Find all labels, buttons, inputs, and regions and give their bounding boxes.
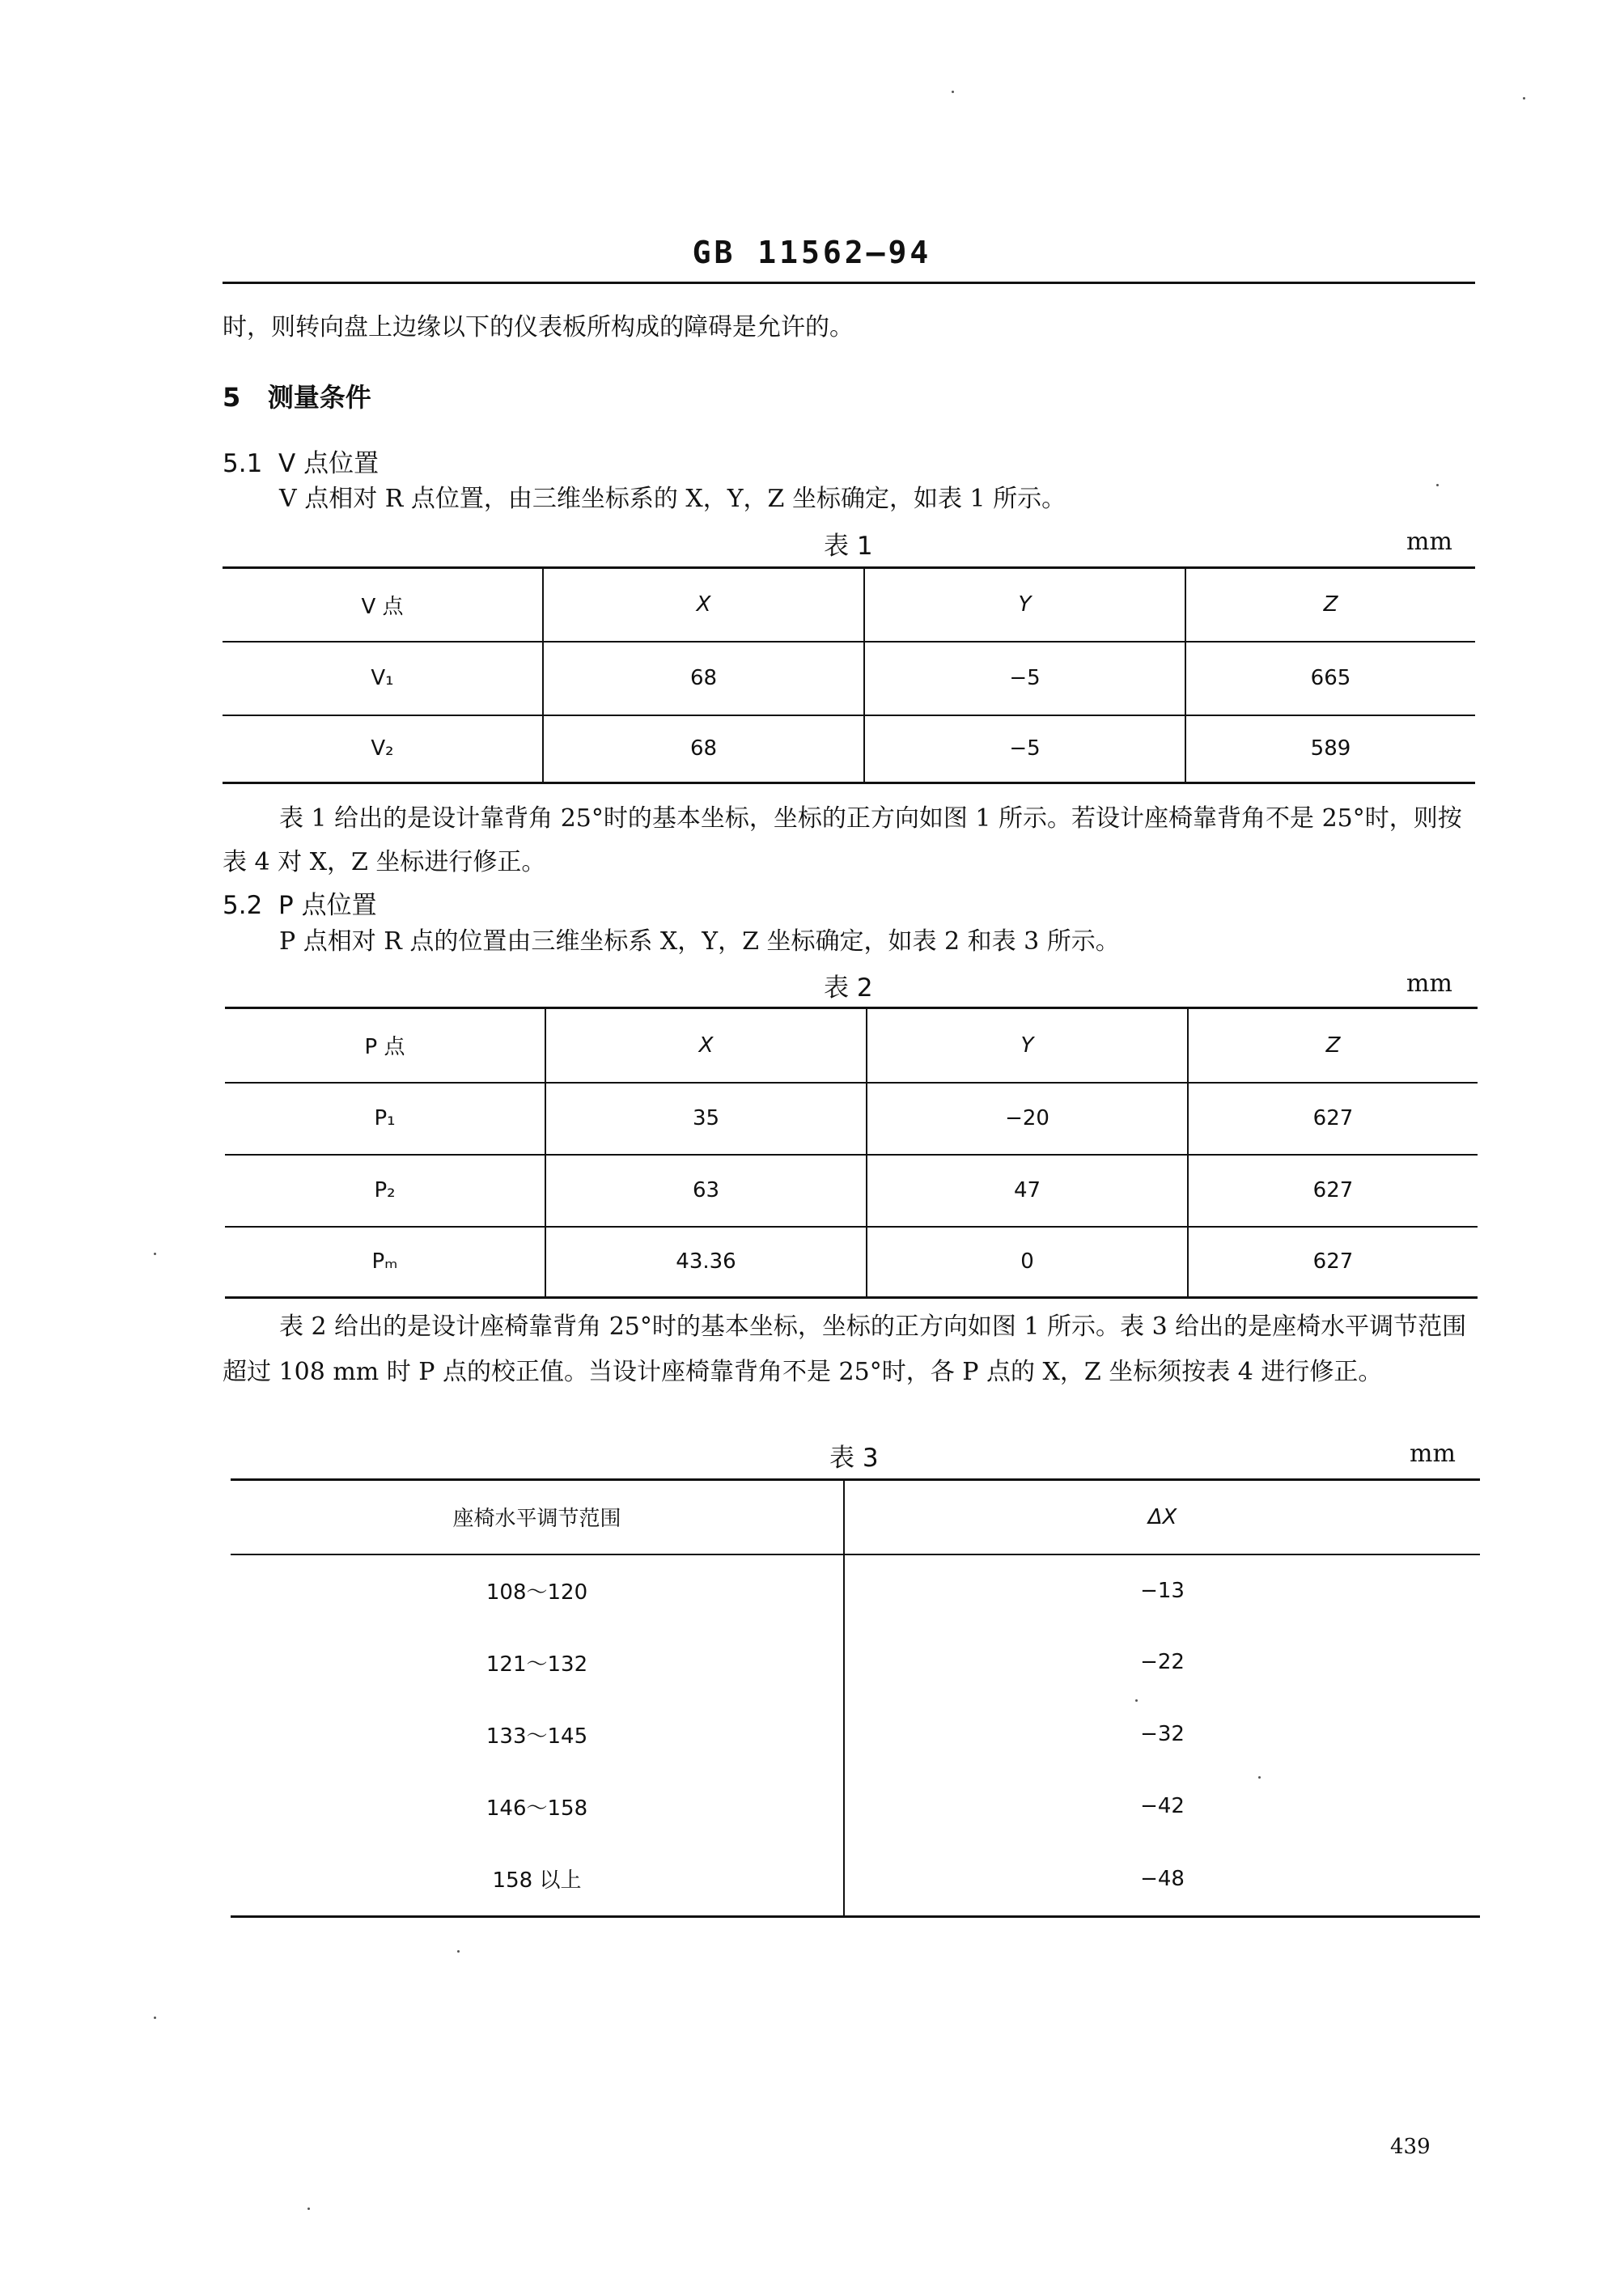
table-cell: −20 [867,1083,1188,1155]
scan-speck [154,1253,156,1255]
subsection-title: V 点位置 [278,449,379,478]
table1-note: 表 1 给出的是设计靠背角 25°时的基本坐标，坐标的正方向如图 1 所示。若设计座椅靠背角不是 25°时，则按表 4 对 X，Z 坐标进行修正。 [223,804,1462,876]
table-cell: −13 [844,1554,1480,1626]
table2-header-row [225,1008,1478,1083]
table-cell: 146～158 [486,1796,588,1821]
table-cell: 133～145 [486,1724,588,1749]
table1-header-cell: Z [1185,568,1475,642]
table3-caption: 表 3 [829,1444,879,1473]
table-cell: 35 [545,1083,867,1155]
intro-line: 时，则转向盘上边缘以下的仪表板所构成的障碍是允许的。 [223,313,854,341]
table-cell: 627 [1188,1227,1478,1298]
section-number: 5 [223,382,241,413]
table-cell: P₁ [374,1106,396,1130]
table-row [225,1227,1478,1298]
table-cell: −42 [844,1771,1480,1843]
scan-speck [307,2208,310,2210]
table-cell: P₂ [374,1178,396,1202]
section-5-heading [223,377,371,414]
table-row [225,1155,1478,1227]
table-cell: 47 [867,1155,1188,1227]
table-cell: 63 [545,1155,867,1227]
table-cell: 665 [1185,642,1475,715]
section-title: 测量条件 [267,382,371,413]
table1-header-cell: Y [864,568,1185,642]
scan-speck [1523,97,1525,100]
table-cell: 627 [1188,1155,1478,1227]
scan-speck [457,1950,460,1953]
table-row [231,1626,1480,1699]
subsection-5-1-text: V 点相对 R 点位置，由三维坐标系的 X，Y，Z 坐标确定，如表 1 所示。 [279,485,1066,513]
table-cell: V₂ [371,736,394,761]
subsection-number: 5.2 [223,891,263,920]
table-cell: 627 [1188,1083,1478,1155]
table3-unit: mm [1410,1440,1456,1468]
table2-caption: 表 2 [824,973,873,1003]
table3-header-row [231,1480,1480,1554]
table-row [231,1771,1480,1843]
table-row [223,715,1475,783]
table-cell: −48 [844,1843,1480,1917]
table-cell: 121～132 [486,1652,588,1677]
table1-header-row [223,568,1475,642]
table2-header-cell: Y [867,1008,1188,1083]
scan-speck [1258,1776,1261,1779]
subsection-number: 5.1 [223,449,263,478]
scan-speck [154,2017,156,2019]
page-number: 439 [1390,2135,1431,2159]
table-row [231,1843,1480,1917]
table-cell: −5 [864,642,1185,715]
subsection-5-1-heading [223,443,379,479]
table-row [231,1554,1480,1626]
table2-header-cell: Z [1188,1008,1478,1083]
table-cell: 108～120 [486,1580,588,1605]
table2-note: 表 2 给出的是设计座椅靠背角 25°时的基本坐标，坐标的正方向如图 1 所示。表 3 给出的是座椅水平调节范围超过 108 mm 时 P 点的校正值。当设计座椅靠背角不是 25°时，各 P 点的 X，Z 坐标须按表 4 进行修正。 [223,1313,1467,1386]
table-row [225,1083,1478,1155]
table1 [223,566,1475,784]
table2-header-cell: P 点 [364,1035,405,1060]
table-cell: −5 [864,715,1185,783]
table-cell: V₁ [371,666,394,690]
document-code: GB 11562—94 [692,235,932,270]
table-cell: 68 [543,715,864,783]
table1-header-cell: X [543,568,864,642]
table3-header-cell: ΔX [844,1480,1480,1554]
table2-unit: mm [1406,969,1452,998]
table-cell: −22 [844,1626,1480,1699]
table-cell: 158 以上 [492,1868,582,1894]
table3 [231,1478,1480,1918]
table1-unit: mm [1406,528,1452,556]
scan-speck [1135,1699,1138,1702]
scan-speck [1436,484,1439,486]
table-row [223,642,1475,715]
table-cell: Pₘ [371,1249,398,1274]
table2-header-cell: X [545,1008,867,1083]
table3-header-cell: 座椅水平调节范围 [452,1507,621,1532]
table-cell: 43.36 [545,1227,867,1298]
subsection-5-2-text: P 点相对 R 点的位置由三维坐标系 X，Y，Z 坐标确定，如表 2 和表 3 所示。 [279,927,1120,956]
header-rule [223,282,1475,284]
table-cell: 68 [543,642,864,715]
table1-header-cell: V 点 [361,594,404,619]
table-row [231,1699,1480,1771]
table1-caption: 表 1 [824,532,873,561]
scan-speck [952,91,954,93]
subsection-5-2-heading [223,884,377,921]
subsection-title: P 点位置 [278,891,377,920]
table-cell: 0 [867,1227,1188,1298]
table-cell: −32 [844,1699,1480,1771]
table-cell: 589 [1185,715,1475,783]
table2 [225,1007,1478,1299]
